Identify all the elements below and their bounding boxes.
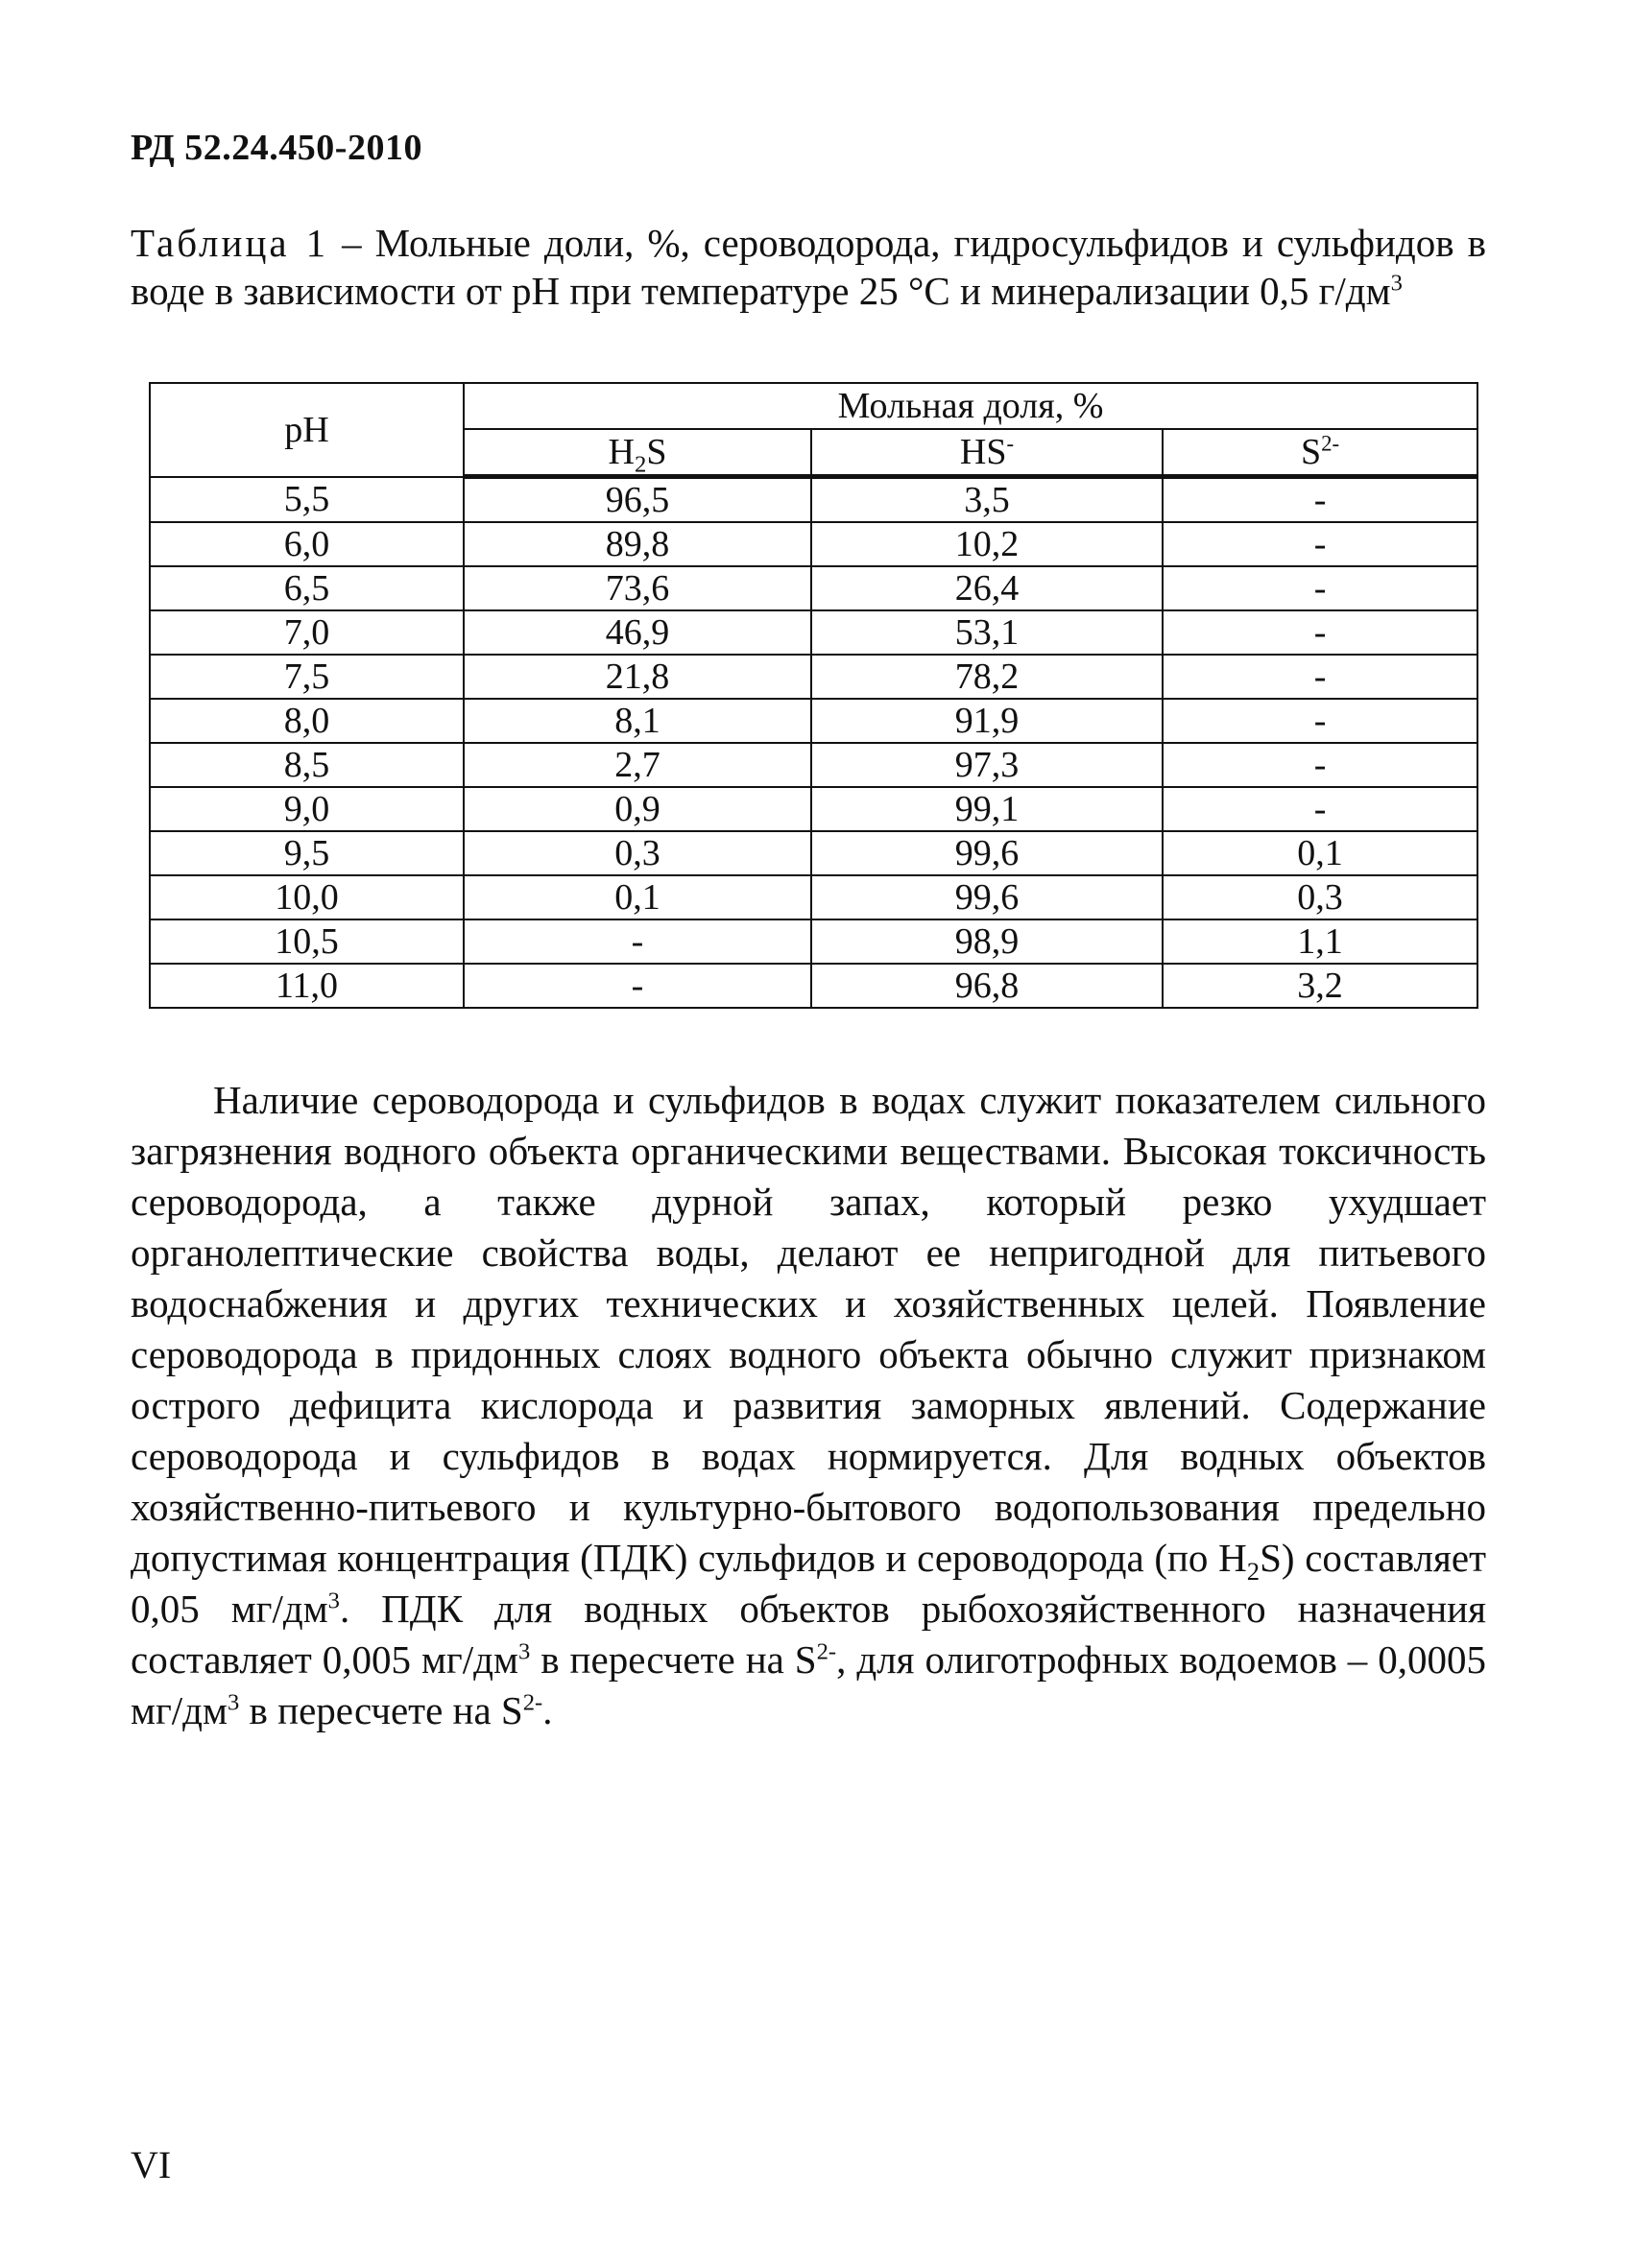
caption-sup: 3 (1390, 270, 1403, 297)
cell-s2: 0,3 (1163, 875, 1477, 919)
cell-h2s: 21,8 (464, 655, 811, 699)
table-row (150, 699, 1477, 743)
cell-h2s: 8,1 (464, 699, 811, 743)
cell-ph: 9,0 (150, 787, 464, 831)
cell-h2s: 2,7 (464, 743, 811, 787)
cell-hs: 53,1 (811, 610, 1163, 655)
cell-ph: 11,0 (150, 964, 464, 1008)
cell-h2s: 46,9 (464, 610, 811, 655)
col-header-hs: HS- (811, 429, 1163, 477)
caption-label: Таблица 1 (131, 221, 329, 265)
cell-h2s: 73,6 (464, 566, 811, 610)
col-header-h2s: $H_2S$ (464, 429, 811, 477)
cell-s2: 1,1 (1163, 919, 1477, 964)
cell-h2s: 0,3 (464, 831, 811, 875)
col-header-s2: $S^{2-}$ (1163, 429, 1477, 477)
cell-ph: 10,0 (150, 875, 464, 919)
cell-s2: - (1163, 699, 1477, 743)
cell-ph: 7,5 (150, 655, 464, 699)
cell-h2s: 0,1 (464, 875, 811, 919)
cell-ph: 8,0 (150, 699, 464, 743)
table-row (150, 566, 1477, 610)
cell-hs: 78,2 (811, 655, 1163, 699)
table-row (150, 831, 1477, 875)
cell-hs: 99,6 (811, 831, 1163, 875)
cell-hs: 97,3 (811, 743, 1163, 787)
body-paragraph: Наличие сероводорода и сульфидов в водах служит показателем сильного загрязнения водного объекта органическими веществами. Высокая токсичность сероводорода, а также дурной запах, который резко ухудшает органолептические свойства воды, делают ее непригодной для питьевого водоснабжения и других технических и хозяйственных целей. Появление сероводорода в придонных слоях водного объекта обычно служит признаком острого дефицита кислорода и развития заморных явлений. Содержание сероводорода и сульфидов в водах нормируется. Для водных объектов хозяйственно-питьевого и культурно-бытового водопользования предельно допустимая концентрация (ПДК) сульфидов и сероводорода (по $H_2S$) составляет 0,05 $мг/дм^3$. ПДК для водных объектов рыбохозяйственного назначения составляет 0,005 $мг/дм^3$ в пересчете на $S^{2-}$, для олиготрофных водоемов – 0,0005 $мг/дм^3$ в пересчете на $S^{2-}$. (131, 1078, 1487, 1732)
cell-hs: 96,8 (811, 964, 1163, 1008)
cell-ph: 10,5 (150, 919, 464, 964)
cell-hs: 3,5 (811, 477, 1163, 523)
caption-text: – Мольные доли, %, сероводорода, гидросульфидов и сульфидов в воде в зависимости от pH при температуре 25 °C и минерализации 0,5 г/дм (131, 221, 1486, 313)
cell-s2: 3,2 (1163, 964, 1477, 1008)
cell-s2: 0,1 (1163, 831, 1477, 875)
table-row (150, 522, 1477, 566)
table-row (150, 919, 1477, 964)
cell-hs: 98,9 (811, 919, 1163, 964)
cell-s2: - (1163, 566, 1477, 610)
table-row (150, 964, 1477, 1008)
col-header-molar-fraction: Мольная доля, % (464, 383, 1477, 429)
cell-h2s: 89,8 (464, 522, 811, 566)
cell-ph: 6,0 (150, 522, 464, 566)
molar-fraction-table (149, 382, 1478, 1009)
cell-hs: 91,9 (811, 699, 1163, 743)
table-row (150, 875, 1477, 919)
cell-s2: - (1163, 743, 1477, 787)
col-header-ph: pH (150, 383, 464, 477)
cell-ph: 6,5 (150, 566, 464, 610)
table-row (150, 610, 1477, 655)
cell-hs: 10,2 (811, 522, 1163, 566)
cell-h2s: 0,9 (464, 787, 811, 831)
cell-s2: - (1163, 477, 1477, 523)
cell-ph: 5,5 (150, 477, 464, 523)
table-row (150, 787, 1477, 831)
cell-hs: 99,6 (811, 875, 1163, 919)
cell-h2s: - (464, 919, 811, 964)
table-row (150, 655, 1477, 699)
cell-s2: - (1163, 522, 1477, 566)
cell-hs: 99,1 (811, 787, 1163, 831)
cell-hs: 26,4 (811, 566, 1163, 610)
table-row (150, 477, 1477, 523)
cell-h2s: 96,5 (464, 477, 811, 523)
cell-ph: 7,0 (150, 610, 464, 655)
page-number: VI (131, 2143, 172, 2186)
cell-s2: - (1163, 787, 1477, 831)
cell-h2s: - (464, 964, 811, 1008)
cell-s2: - (1163, 655, 1477, 699)
table-row (150, 743, 1477, 787)
table-caption (131, 219, 1486, 315)
cell-ph: 9,5 (150, 831, 464, 875)
cell-s2: - (1163, 610, 1477, 655)
document-code: РД 52.24.450-2010 (131, 128, 422, 168)
cell-ph: 8,5 (150, 743, 464, 787)
